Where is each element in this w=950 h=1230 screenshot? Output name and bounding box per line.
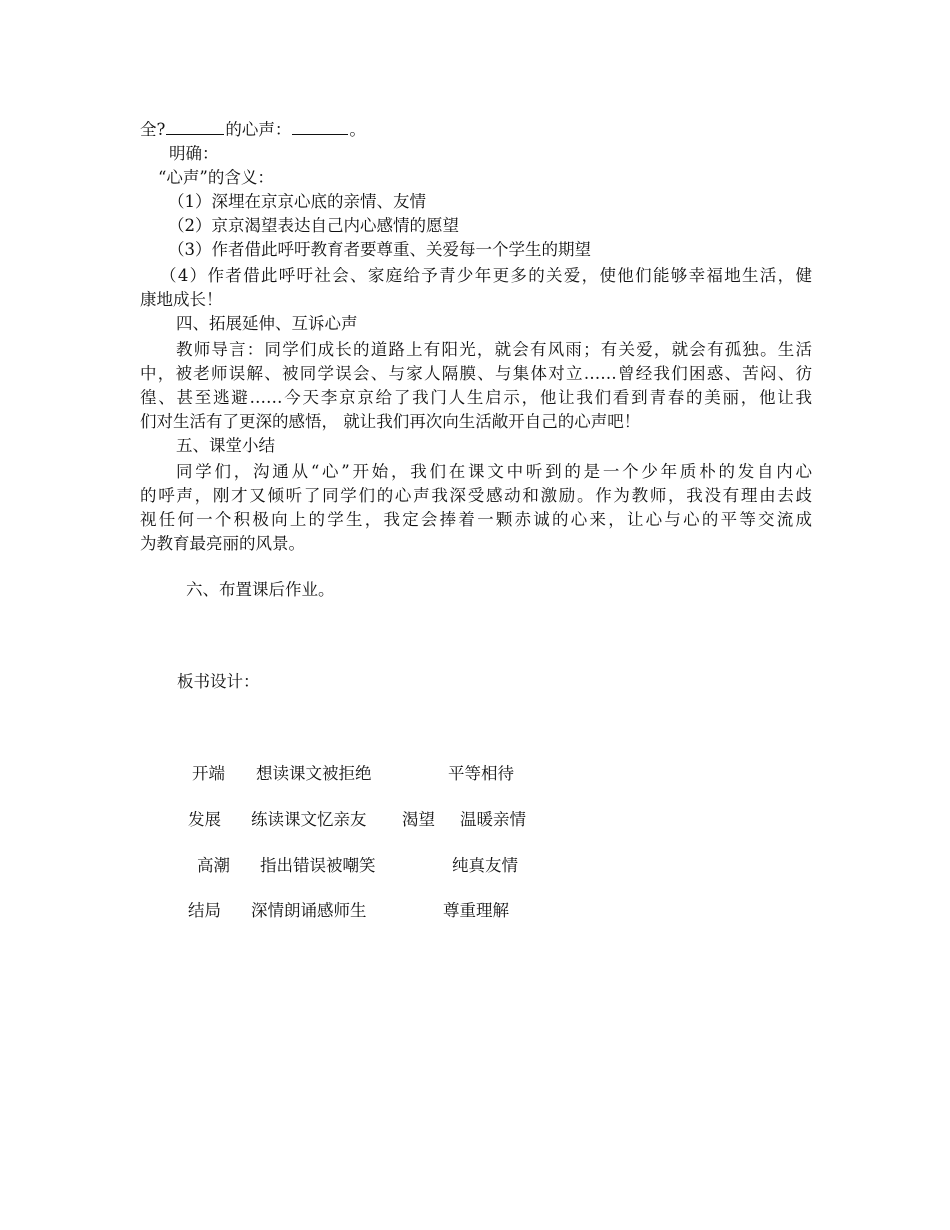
board-stage: 开端 <box>192 764 225 783</box>
board-middle: 渴望 <box>402 810 435 829</box>
board-stage: 发展 <box>188 810 221 829</box>
meaning-heading: “心声”的含义： <box>158 168 274 187</box>
board-event: 练读课文忆亲友 <box>251 810 367 829</box>
paragraph-line: 视任何一个积极向上的学生，我定会捧着一颗赤诚的心来，让心与心的平等交流成 <box>140 510 812 529</box>
paragraph-line: 中，被老师误解、被同学误会、与家人隔膜、与集体对立……曾经我们困惑、苦闷、彷 <box>140 364 812 383</box>
meaning-item-3: （3）作者借此呼吁教育者要尊重、关爱每一个学生的期望 <box>168 240 591 259</box>
fill-in-question: 全? 的心声： 。 <box>140 120 366 139</box>
meaning-item-4: （4）作者借此呼吁社会、家庭给予青少年更多的关爱，使他们能够幸福地生活，健 <box>160 266 812 285</box>
paragraph-line: 同学们，沟通从“心”开始，我们在课文中听到的是一个少年质朴的发自内心 <box>176 462 812 481</box>
meaning-item-1: （1）深埋在京京心底的亲情、友情 <box>168 192 426 211</box>
section-5-heading: 五、课堂小结 <box>176 436 275 455</box>
paragraph-line: 的呼声，刚才又倾听了同学们的心声我深受感动和激励。作为教师，我没有理由去歧 <box>140 486 812 505</box>
board-design-heading: 板书设计： <box>177 672 260 691</box>
paragraph-line: 们对生活有了更深的感悟， 就让我们再次向生活敞开自己的心声吧！ <box>140 412 641 431</box>
paragraph-line: 徨、甚至逃避……今天李京京给了我门人生启示，他让我们看到青春的美丽，他让我 <box>140 388 812 407</box>
board-feeling: 温暖亲情 <box>460 810 526 829</box>
board-stage: 高潮 <box>197 856 230 875</box>
board-event: 想读课文被拒绝 <box>256 764 372 783</box>
meaning-item-4-cont: 康地成长！ <box>140 290 223 309</box>
answer-blank-1[interactable] <box>166 120 224 135</box>
board-event: 深情朗诵感师生 <box>251 901 367 920</box>
board-event: 指出错误被嘲笑 <box>260 856 376 875</box>
board-feeling: 尊重理解 <box>443 901 509 920</box>
meaning-item-2: （2）京京渴望表达自己内心感情的愿望 <box>168 216 459 235</box>
board-feeling: 纯真友情 <box>452 856 518 875</box>
board-stage: 结局 <box>188 901 221 920</box>
board-feeling: 平等相待 <box>448 764 514 783</box>
section-6-heading: 六、布置课后作业。 <box>186 580 335 599</box>
answer-heading: 明确： <box>169 144 219 163</box>
paragraph-line: 为教育最亮丽的风景。 <box>140 534 305 553</box>
answer-blank-2[interactable] <box>292 120 348 135</box>
section-4-heading: 四、拓展延伸、互诉心声 <box>176 314 358 333</box>
paragraph-line: 教师导言：同学们成长的道路上有阳光，就会有风雨；有关爱，就会有孤独。生活 <box>176 340 812 359</box>
